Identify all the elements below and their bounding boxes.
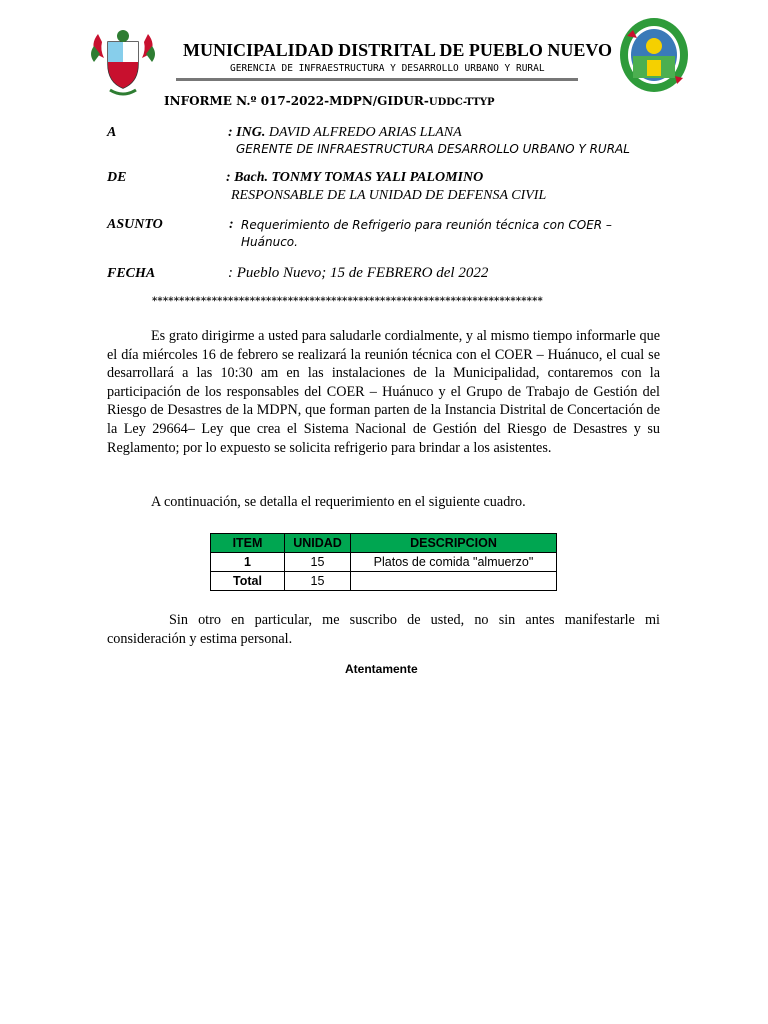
table-header-description: DESCRIPCION [351, 534, 557, 553]
requirement-table [210, 533, 557, 591]
table-row [211, 553, 557, 572]
department-subtitle: GERENCIA DE INFRAESTRUCTURA Y DESARROLLO URBANO Y RURAL [230, 63, 545, 74]
to-label: A [107, 125, 117, 140]
from-label: DE [107, 170, 127, 185]
to-prefix: : ING. [228, 125, 266, 140]
header-divider [176, 78, 578, 81]
from-title: RESPONSABLE DE LA UNIDAD DE DEFENSA CIVIL [231, 188, 547, 203]
closing-text: Atentamente [345, 662, 418, 676]
body-paragraph-1: Es grato dirigirme a usted para saludarle cordialmente, y al mismo tiempo informarle que el día miércoles 16 de febrero se realizará la reunión técnica con el COER – Huánuco, el cual se desarrollará a las 10:30 am en las instalaciones de la Municipalidad, contaremos con la participación de los responsables del COER – Huánuco y el Grupo de Trabajo de Gestión del Riesgo de Desastres de la MDPN, que forman parten de la Instancia Distrital de Concertación de la Ley 29664– Ley que crea el Sistema Nacional de Gestión del Riesgo de Desastres y su Reglamento; por lo expuesto se solicita refrigerio para brindar a los asistentes. [107, 328, 660, 456]
subject-line-1: Requerimiento de Refrigerio para reunión técnica con COER – [241, 218, 612, 232]
from-name: : Bach. TONMY TOMAS YALI PALOMINO [226, 170, 484, 185]
date-value: : Pueblo Nuevo; 15 de FEBRERO del 2022 [228, 265, 489, 281]
municipal-logo-icon [617, 16, 691, 94]
body-paragraph-3: Sin otro en particular, me suscribo de usted, no sin antes manifestarle mi consideración y estima personal. [107, 612, 660, 647]
table-total-row [211, 572, 557, 591]
table-header-unit: UNIDAD [285, 534, 351, 553]
subject-label: ASUNTO [107, 217, 163, 232]
table-cell-item: 1 [211, 553, 285, 572]
table-cell-total-label: Total [211, 572, 285, 591]
report-number-suffix: UDDC-TTYP [428, 97, 495, 108]
to-title: GERENTE DE INFRAESTRUCTURA DESARROLLO URBANO Y RURAL [236, 142, 630, 156]
subject-colon: : [229, 217, 234, 232]
peru-coat-of-arms-icon [88, 24, 158, 98]
table-cell-description: Platos de comida "almuerzo" [351, 553, 557, 572]
report-number [164, 94, 495, 108]
subject-line-2: Huánuco. [241, 235, 298, 249]
body-paragraph-2: A continuación, se detalla el requerimiento en el siguiente cuadro. [151, 494, 526, 510]
to-recipient [228, 125, 462, 141]
table-cell-total-description [351, 572, 557, 591]
separator-line: ************************************************************************ [152, 296, 543, 307]
to-name: DAVID ALFREDO ARIAS LLANA [268, 125, 462, 140]
date-label: FECHA [107, 266, 156, 281]
municipality-title: MUNICIPALIDAD DISTRITAL DE PUEBLO NUEVO [183, 40, 613, 60]
report-number-main: INFORME N.º 017-2022-MDPN/GIDUR- [164, 94, 429, 108]
table-header-item: ITEM [211, 534, 285, 553]
table-header-row [211, 534, 557, 553]
table-cell-unit: 15 [285, 553, 351, 572]
table-cell-total-unit: 15 [285, 572, 351, 591]
